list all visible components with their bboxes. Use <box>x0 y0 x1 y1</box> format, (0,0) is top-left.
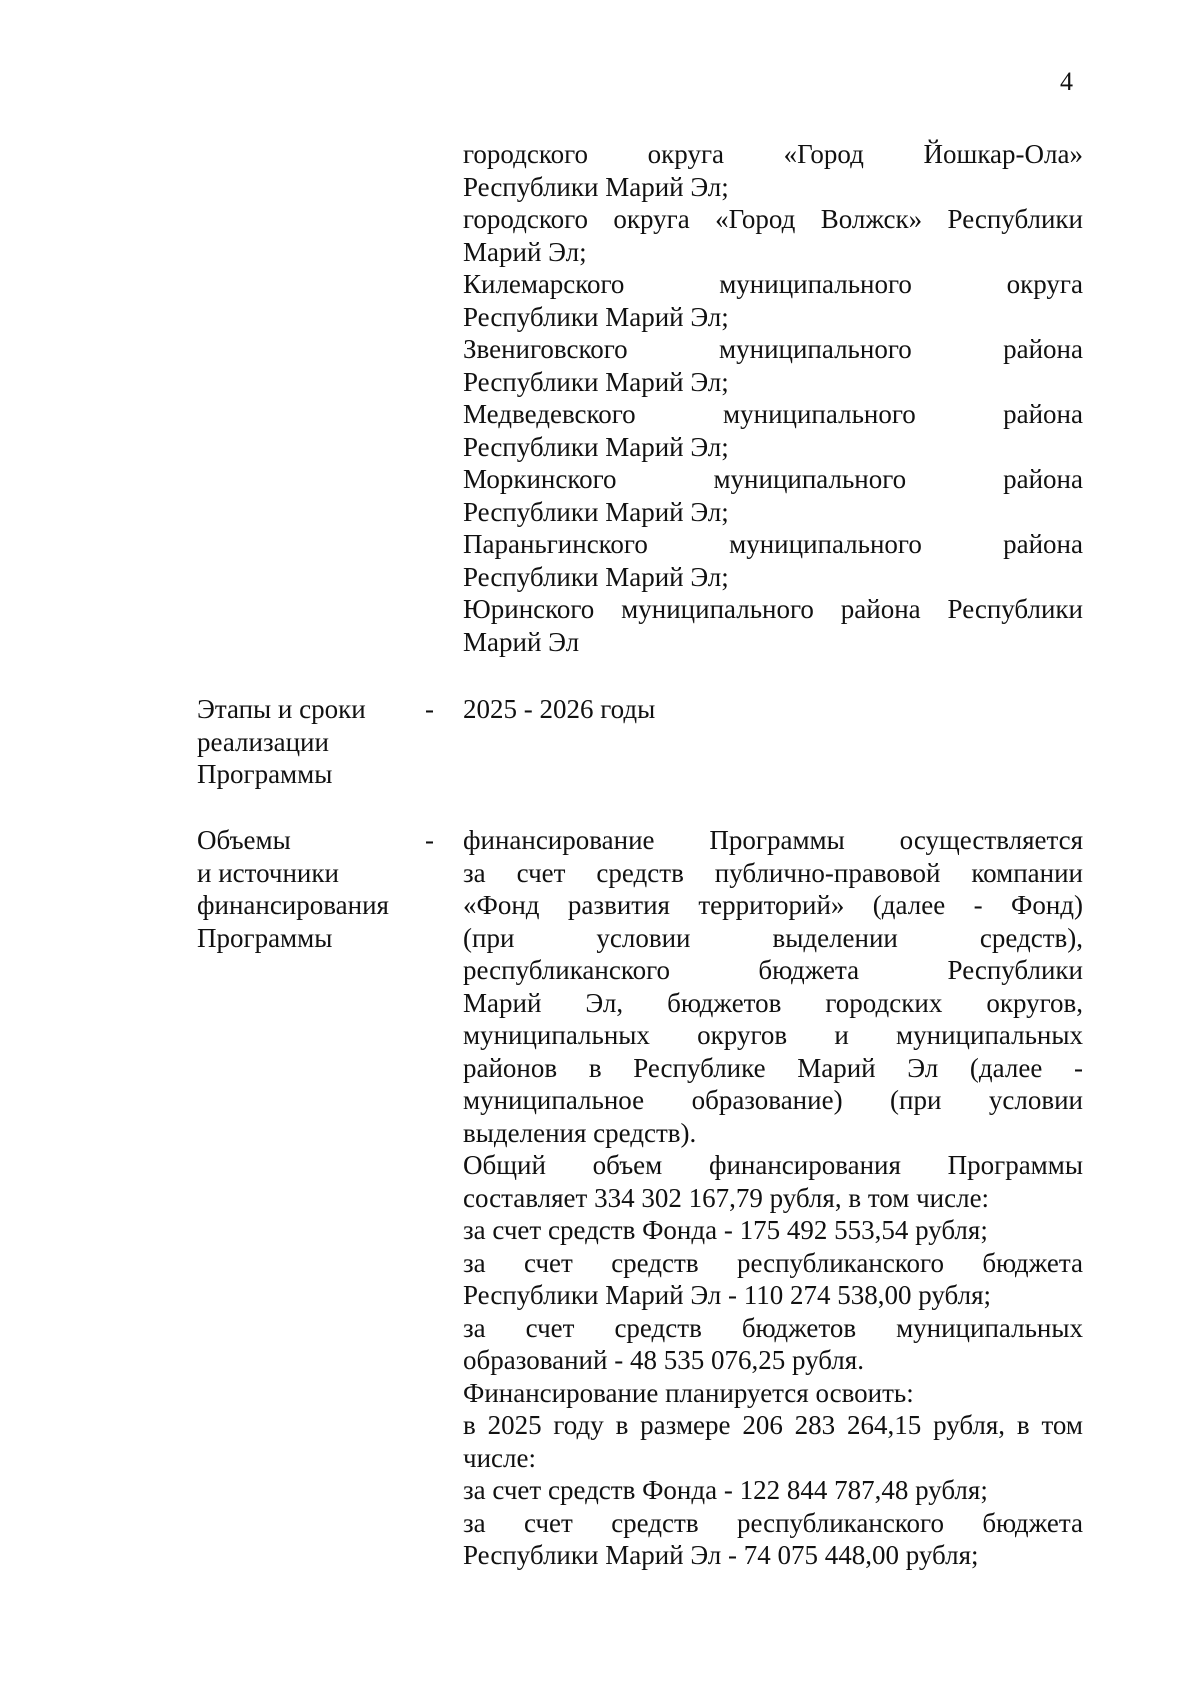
label-line: и источники <box>197 857 339 888</box>
label-line: реализации <box>197 726 329 757</box>
funding-line: составляет 334 302 167,79 рубля, в том числе: <box>463 1182 990 1213</box>
funding-line: Республики Марий Эл - 74 075 448,00 рубля; <box>463 1540 979 1570</box>
municipality-line: Республики Марий Эл; <box>463 301 729 332</box>
funding-line: Финансирование планируется освоить: <box>463 1377 914 1408</box>
funding-line: республиканского бюджета Республики <box>463 955 1083 985</box>
funding-line: за счет средств республиканского бюджета <box>463 1247 1083 1278</box>
municipality-line: Звениговского муниципального района <box>463 334 1083 364</box>
municipality-line: Марий Эл; <box>463 236 587 267</box>
funding-line: за счет средств республиканского бюджета <box>463 1507 1083 1538</box>
municipality-line: Медведевского муниципального района <box>463 399 1083 429</box>
municipality-line: Марий Эл <box>463 626 580 657</box>
funding-line: муниципальных округов и муниципальных <box>463 1020 1083 1050</box>
stages-label <box>197 693 412 791</box>
label-line: Программы <box>197 759 333 789</box>
label-line: Программы <box>197 922 333 953</box>
municipality-line: Республики Марий Эл; <box>463 561 729 592</box>
municipality-line: Республики Марий Эл; <box>463 431 729 462</box>
funding-line: Марий Эл, бюджетов городских округов, <box>463 987 1083 1018</box>
funding-line: за счет средств Фонда - 175 492 553,54 рубля; <box>463 1215 988 1245</box>
funding-line: выделения средств). <box>463 1117 697 1148</box>
funding-text <box>463 824 1083 1572</box>
funding-line: за счет средств Фонда - 122 844 787,48 рубля; <box>463 1475 988 1505</box>
funding-line: за счет средств публично-правовой компании <box>463 857 1083 888</box>
municipality-line: городского округа «Город Йошкар-Ола» <box>463 139 1083 169</box>
municipality-line: Республики Марий Эл; <box>463 366 729 397</box>
municipalities-list <box>463 138 1083 658</box>
municipality-line: Параньгинского муниципального района <box>463 529 1083 559</box>
stages-dash: - <box>425 694 434 724</box>
funding-line: (при условии выделении средств), <box>463 922 1083 953</box>
municipality-line: Республики Марий Эл; <box>463 496 729 527</box>
funding-dash: - <box>425 825 434 855</box>
label-line: финансирования <box>197 890 389 920</box>
funding-line: районов в Республике Марий Эл (далее - <box>463 1052 1083 1083</box>
funding-line: финансирование Программы осуществляется <box>463 825 1083 855</box>
municipality-line: Республики Марий Эл; <box>463 171 729 202</box>
municipality-line: городского округа «Город Волжск» Республики <box>463 204 1083 234</box>
funding-line: «Фонд развития территорий» (далее - Фонд) <box>463 890 1083 920</box>
label-line: Этапы и сроки <box>197 694 366 724</box>
funding-line: муниципальное образование) (при условии <box>463 1085 1083 1115</box>
funding-line: Общий объем финансирования Программы <box>463 1150 1083 1180</box>
funding-line: в 2025 году в размере 206 283 264,15 рубля, в том <box>463 1410 1083 1440</box>
stages-value: 2025 - 2026 годы <box>463 694 656 724</box>
funding-line: числе: <box>463 1442 536 1473</box>
municipality-line: Юринского муниципального района Республики <box>463 594 1083 624</box>
funding-line: Республики Марий Эл - 110 274 538,00 рубля; <box>463 1280 992 1310</box>
label-line: Объемы <box>197 825 291 855</box>
municipality-line: Килемарского муниципального округа <box>463 269 1083 299</box>
funding-label <box>197 824 412 954</box>
funding-line: за счет средств бюджетов муниципальных <box>463 1312 1083 1343</box>
page-number: 4 <box>1060 67 1073 96</box>
funding-line: образований - 48 535 076,25 рубля. <box>463 1345 864 1375</box>
municipality-line: Моркинского муниципального района <box>463 464 1083 494</box>
